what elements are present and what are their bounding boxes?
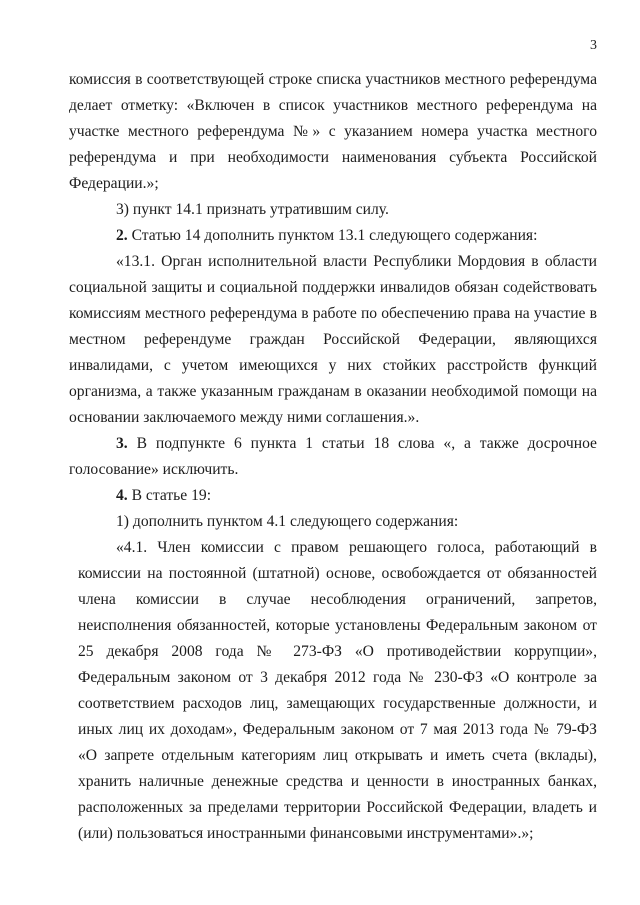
- paragraph-number: 4.: [116, 487, 128, 504]
- text-line: организма, а также указанным гражданам в оказании необходимой помощи на: [69, 383, 597, 400]
- text-line: Федеральным законом от 3 декабря 2012 года № 230-ФЗ «О контроле за: [78, 669, 597, 686]
- text-line: соответствием расходов лиц, замещающих государственные должности, и: [78, 695, 597, 712]
- text-line: иных лиц их доходам», Федеральным законом от 7 мая 2013 года № 79-ФЗ: [78, 721, 597, 738]
- text-line: расположенных за пределами территории Российской Федерации, владеть и: [78, 799, 597, 816]
- text-line: участке местного референдума №» с указанием номера участка местного: [69, 123, 597, 140]
- text-line: В статье 19:: [131, 487, 212, 504]
- text-line: референдума и при необходимости наименования субъекта Российской: [69, 149, 597, 166]
- paragraph-number: 2.: [116, 227, 128, 244]
- text-line: Статью 14 дополнить пунктом 13.1 следующего содержания:: [131, 227, 538, 244]
- text-line: В подпункте 6 пункта 1 статьи 18 слова «, а также досрочное: [136, 435, 597, 452]
- text-line: «О запрете отдельным категориям лиц открывать и иметь счета (вклады),: [78, 747, 597, 764]
- text-line: комиссии на постоянной (штатной) основе, освобождается от обязанностей: [78, 565, 597, 582]
- numbered-paragraph-2: [116, 226, 537, 246]
- numbered-paragraph-3: [116, 434, 597, 454]
- text-line: делает отметку: «Включен в список участников местного референдума на: [69, 97, 597, 114]
- text-line: неисполнения обязанностей, которые установлены Федеральным законом от: [78, 617, 597, 634]
- page-number: 3: [590, 38, 597, 53]
- text-line: местном референдуме граждан Российской Федерации, являющихся: [69, 331, 597, 348]
- text-line: социальной защиты и социальной поддержки инвалидов обязан содействовать: [69, 279, 597, 296]
- text-line: «4.1. Член комиссии с правом решающего голоса, работающий в: [116, 539, 597, 556]
- numbered-paragraph-4: [116, 486, 211, 506]
- text-line: (или) пользоваться иностранными финансовыми инструментами».»;: [78, 825, 534, 842]
- paragraph-number: 3.: [116, 435, 128, 452]
- text-line: голосование» исключить.: [69, 461, 239, 478]
- text-line: комиссия в соответствующей строке списка участников местного референдума: [69, 71, 597, 88]
- text-line: 25 декабря 2008 года № 273-ФЗ «О противодействии коррупции»,: [78, 643, 597, 660]
- text-line: «13.1. Орган исполнительной власти Республики Мордовия в области: [116, 253, 597, 270]
- text-line: члена комиссии в случае несоблюдения ограничений, запретов,: [78, 591, 597, 608]
- text-line: инвалидами, с учетом имеющихся у них стойких расстройств функций: [69, 357, 597, 374]
- text-line: 3) пункт 14.1 признать утратившим силу.: [116, 201, 389, 218]
- text-line: Федерации.»;: [69, 175, 159, 192]
- text-line: основании заключаемого между ними соглашения.».: [69, 409, 420, 426]
- text-line: 1) дополнить пунктом 4.1 следующего содержания:: [116, 513, 459, 530]
- text-line: хранить наличные денежные средства и ценности в иностранных банках,: [78, 773, 597, 790]
- text-line: комиссиям местного референдума в работе по обеспечению права на участие в: [69, 305, 597, 322]
